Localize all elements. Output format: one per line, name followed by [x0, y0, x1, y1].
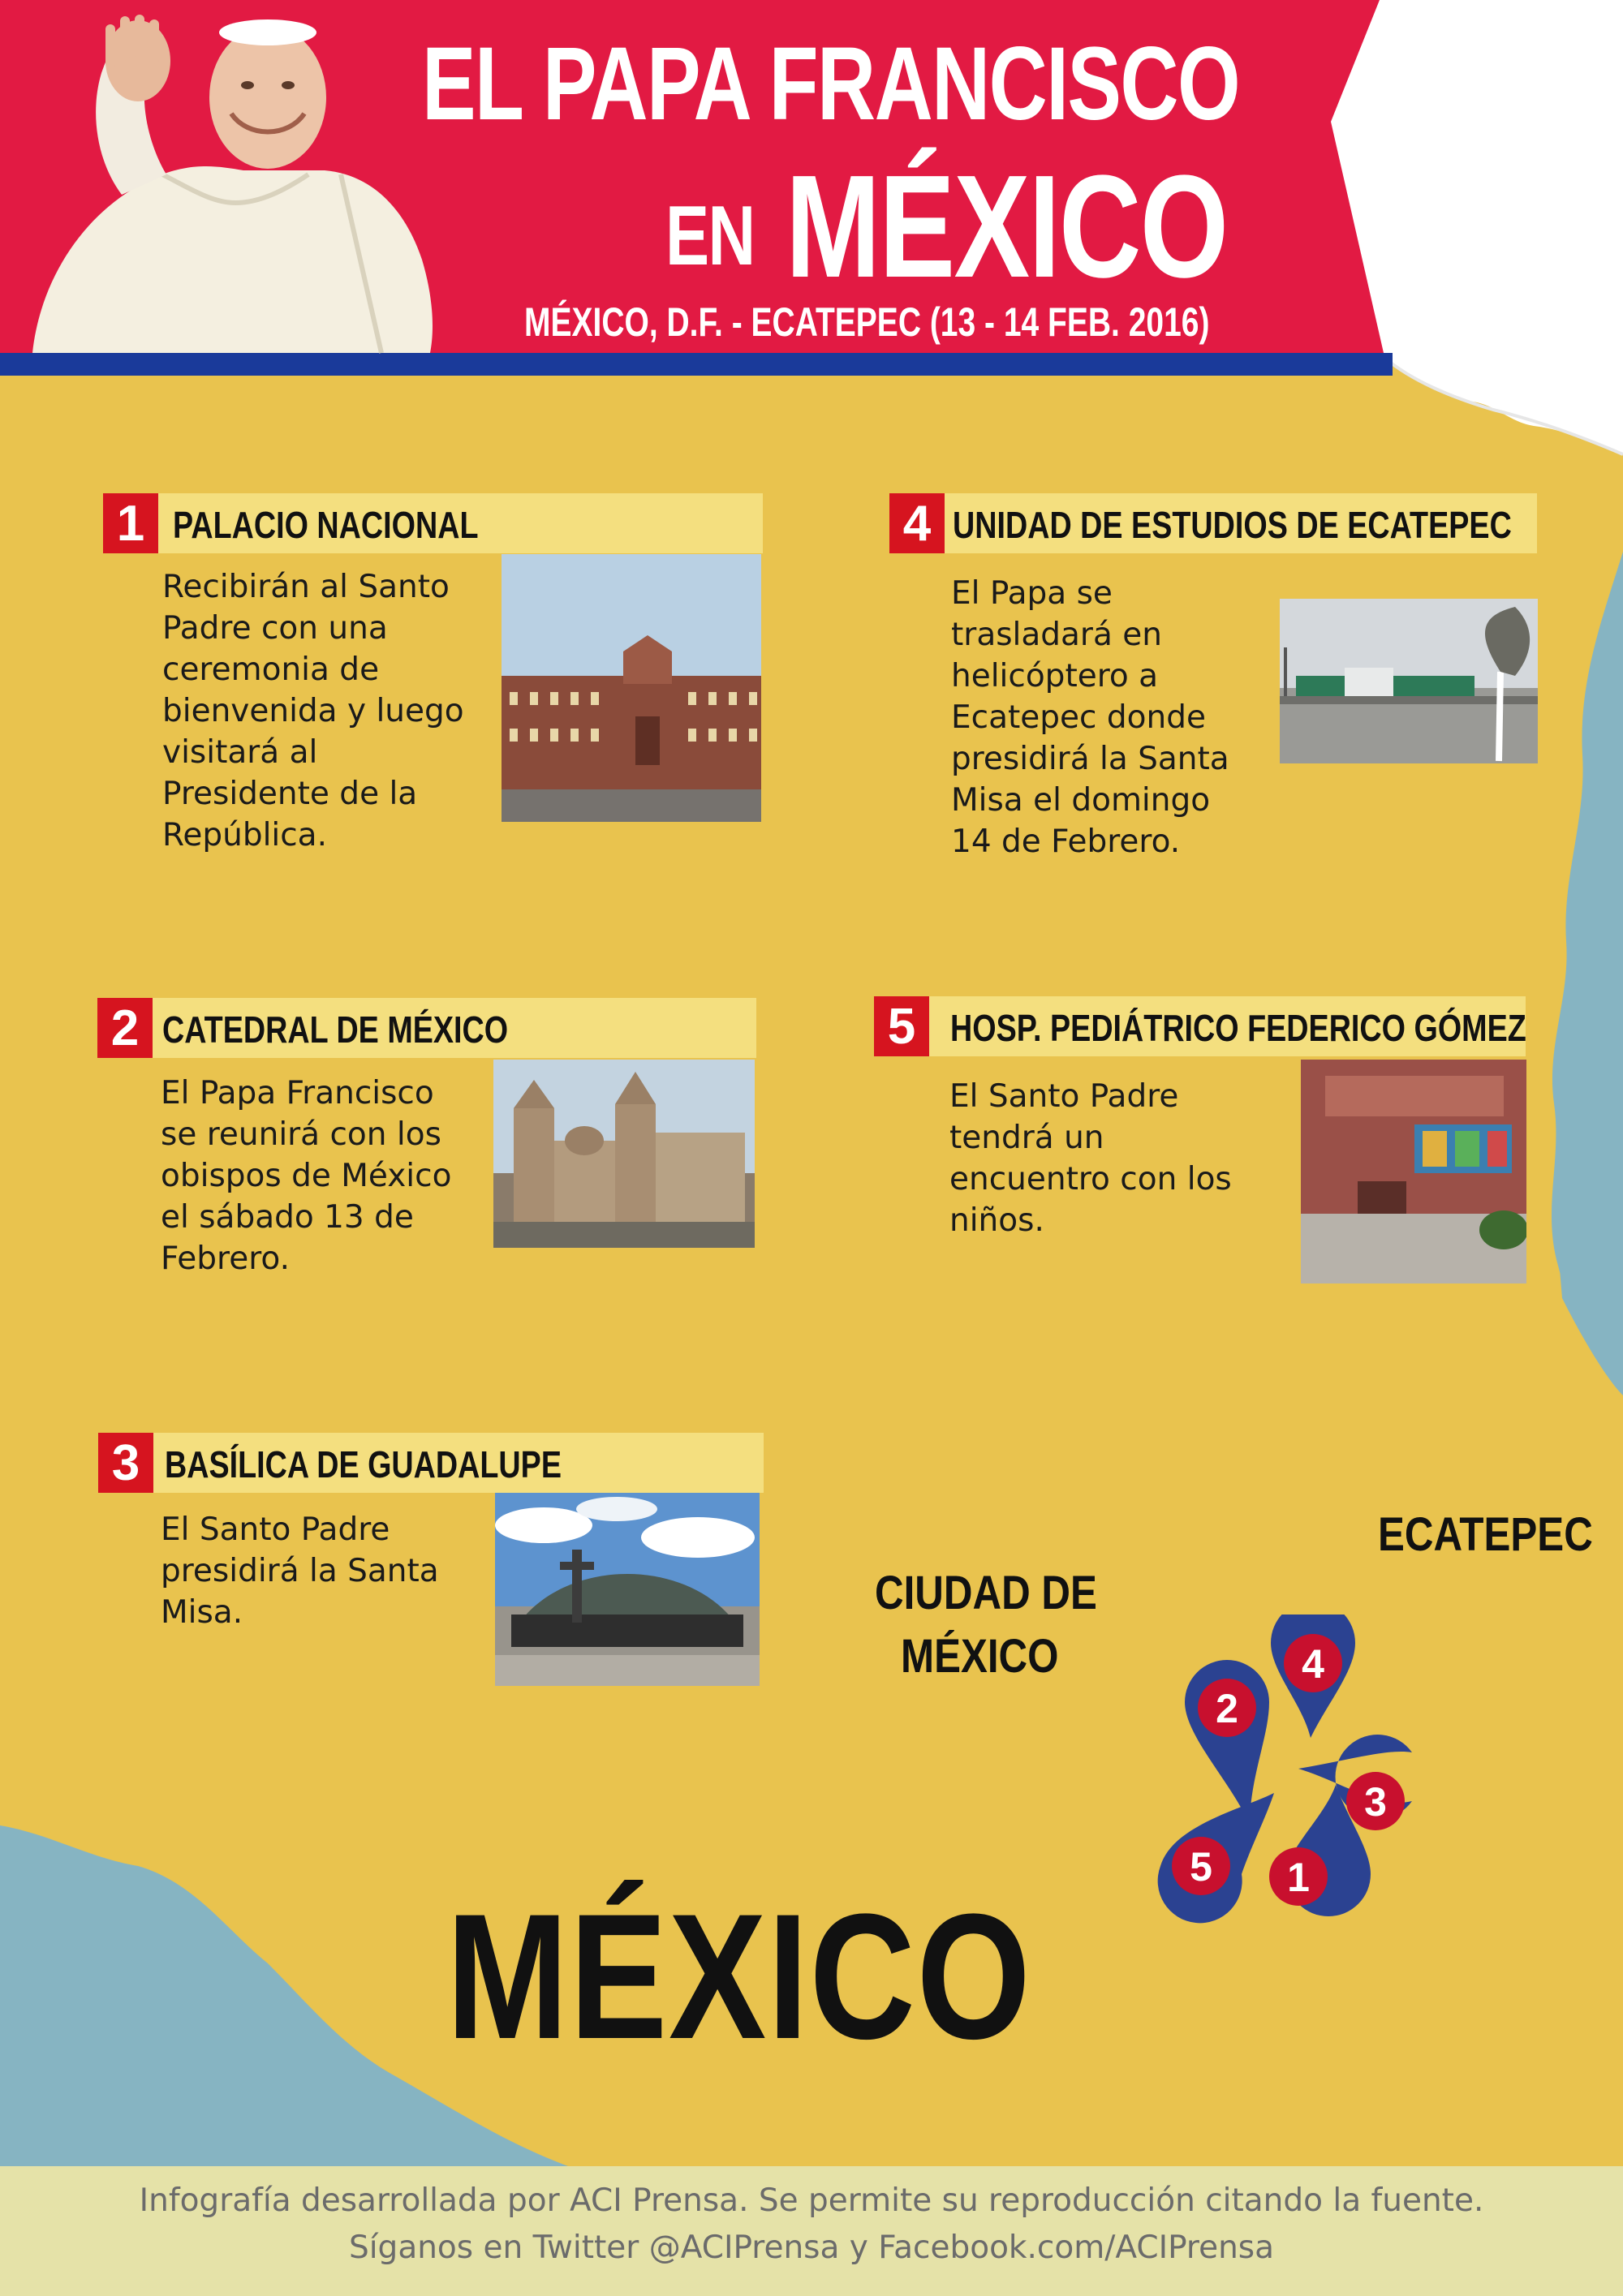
map-label-ciudad-de: CIUDAD DE	[875, 1567, 1097, 1619]
text-line: Misa.	[161, 1594, 243, 1631]
footer-credit: Infografía desarrollada por ACI Prensa. Se permite su reproducción citando la fuente.	[139, 2182, 1484, 2219]
map-pin-2[interactable]	[1185, 1660, 1269, 1825]
text-line: presidirá la Santa	[161, 1553, 439, 1589]
map-pin-2-label: 2	[1216, 1686, 1238, 1731]
text-line: helicóptero a	[951, 658, 1159, 694]
basilica-photo	[495, 1493, 760, 1686]
text-line: República.	[162, 817, 327, 853]
section-4-title: UNIDAD DE ESTUDIOS DE ECATEPEC	[953, 504, 1512, 546]
text-line: trasladará en	[951, 617, 1162, 653]
text-line: Presidente de la	[162, 776, 418, 812]
text-line: tendrá un	[949, 1120, 1104, 1156]
section-3-number: 3	[98, 1433, 153, 1493]
text-line: bienvenida y luego	[162, 693, 464, 729]
palacio-nacional-photo	[502, 554, 761, 822]
section-1-text	[162, 566, 503, 856]
section-2-text	[161, 1073, 502, 1279]
page-title-line-2-prefix: EN	[665, 189, 755, 283]
text-line: Ecatepec donde	[951, 699, 1206, 736]
section-1-number: 1	[103, 493, 158, 553]
page-title-line-1: EL PAPA FRANCISCO	[422, 26, 1240, 142]
text-line: 14 de Febrero.	[951, 823, 1181, 860]
section-2-number: 2	[97, 998, 153, 1058]
section-2-title: CATEDRAL DE MÉXICO	[162, 1008, 509, 1051]
unidad-estudios-photo	[1280, 599, 1538, 763]
page-title-line-2: MÉXICO	[786, 145, 1228, 308]
text-line: El Santo Padre	[949, 1078, 1179, 1115]
section-3-text	[161, 1509, 502, 1633]
map-pin-4[interactable]	[1271, 1615, 1355, 1738]
footer	[0, 2166, 1623, 2296]
map-pin-3[interactable]	[1298, 1735, 1412, 1830]
map-pin-5[interactable]	[1158, 1793, 1274, 1923]
section-4-header	[889, 493, 1537, 553]
text-line: El Santo Padre	[161, 1511, 390, 1548]
section-4-number: 4	[889, 493, 945, 553]
text-line: ceremonia de	[162, 651, 380, 688]
text-line: Misa el domingo	[951, 782, 1211, 819]
text-line: Recibirán al Santo	[162, 569, 450, 605]
section-5-text	[949, 1076, 1290, 1241]
map-pin-1-label: 1	[1287, 1855, 1310, 1900]
section-4-text	[951, 573, 1292, 862]
text-line: se reunirá con los	[161, 1116, 441, 1153]
text-line: niños.	[949, 1202, 1044, 1239]
section-5-number: 5	[874, 996, 929, 1056]
text-line: El Papa Francisco	[161, 1075, 434, 1111]
hospital-photo	[1301, 1060, 1526, 1283]
text-line: Febrero.	[161, 1240, 290, 1277]
map-pin-3-label: 3	[1364, 1779, 1387, 1825]
section-5-title: HOSP. PEDIÁTRICO FEDERICO GÓMEZ	[950, 1007, 1526, 1049]
section-1-header	[103, 493, 763, 553]
text-line: el sábado 13 de	[161, 1199, 414, 1236]
map-label-ecatepec: ECATEPEC	[1378, 1508, 1593, 1561]
map-pin-5-label: 5	[1190, 1844, 1212, 1890]
text-line: Padre con una	[162, 610, 388, 647]
text-line: presidirá la Santa	[951, 741, 1229, 777]
text-line: El Papa se	[951, 575, 1113, 612]
catedral-photo	[493, 1060, 755, 1248]
section-2-header	[97, 998, 756, 1058]
map-pin-4-label: 4	[1302, 1641, 1324, 1687]
section-3-title: BASÍLICA DE GUADALUPE	[165, 1443, 562, 1486]
map-label-country: MÉXICO	[446, 1877, 1032, 2076]
map-label-mexico-city: MÉXICO	[901, 1630, 1059, 1683]
map-pins	[1144, 1615, 1436, 1931]
section-1-title: PALACIO NACIONAL	[173, 504, 479, 546]
page-subtitle: MÉXICO, D.F. - ECATEPEC (13 - 14 FEB. 2016)	[524, 299, 1210, 345]
section-5-header	[874, 996, 1526, 1056]
text-line: obispos de México	[161, 1158, 452, 1194]
text-line: visitará al	[162, 734, 318, 771]
footer-social: Síganos en Twitter @ACIPrensa y Facebook.com/ACIPrensa	[348, 2229, 1275, 2266]
section-3-header	[98, 1433, 764, 1493]
text-line: encuentro con los	[949, 1161, 1232, 1197]
